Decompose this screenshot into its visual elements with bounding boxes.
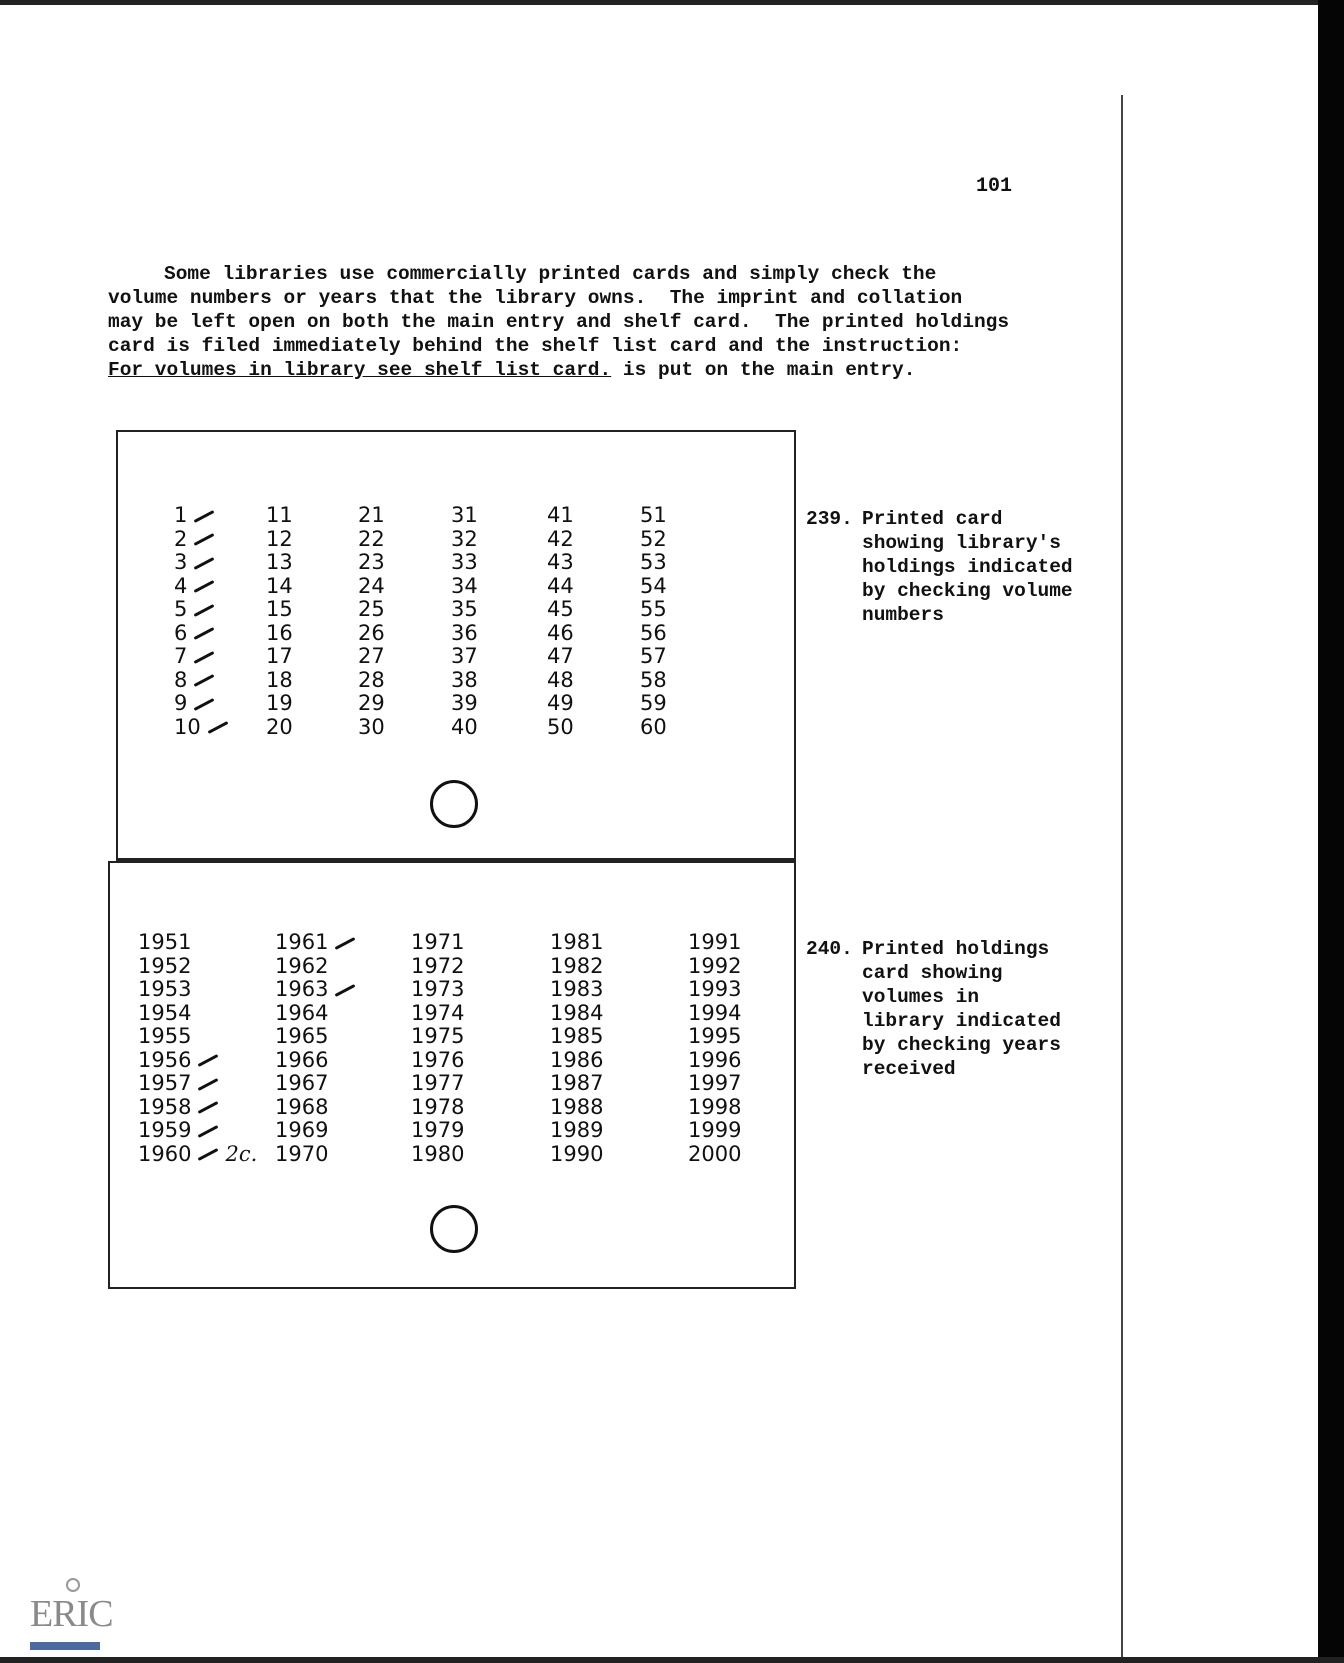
holding-number: 5 [174,597,188,621]
holding-number: 1992 [688,953,742,978]
copies-annotation: 2c. [225,1141,258,1166]
holding-entry [358,716,385,740]
holding-entry [411,1119,464,1143]
holding-number: 30 [358,714,385,739]
holding-entry [411,955,464,979]
holding-entry [275,1002,356,1026]
holding-number: 31 [451,503,478,527]
holding-number: 51 [640,503,667,527]
holding-entry [547,504,574,528]
holding-entry [266,528,293,552]
holding-number: 58 [640,667,667,692]
intro-line: card is filed immediately behind the shelf list card and the instruction: [108,335,963,357]
holding-entry [138,955,257,979]
instruction-rest: is put on the main entry. [611,359,916,381]
holding-number: 53 [640,550,667,574]
holding-number: 1987 [550,1071,604,1095]
holding-number: 33 [451,550,478,574]
holding-entry [266,575,293,599]
holding-number: 1979 [411,1118,465,1142]
holding-number: 1960 [138,1141,192,1166]
caption-number: 240. [806,938,853,960]
intro-line: volume numbers or years that the library owns. The imprint and collation [108,287,963,309]
holding-entry [411,1096,464,1120]
holding-number: 15 [266,597,293,621]
holding-number: 60 [640,714,667,739]
holding-entry [550,1025,603,1049]
holding-number: 1956 [138,1047,192,1072]
holding-number: 48 [547,667,574,692]
holding-entry [451,716,478,740]
holding-number: 47 [547,644,574,668]
year-column [275,931,356,1166]
holding-entry [688,1096,741,1120]
holding-number: 17 [266,644,293,668]
holding-number: 1964 [275,1000,329,1025]
holding-entry [411,1072,464,1096]
holding-entry [451,669,478,693]
holding-entry [275,1143,356,1167]
holding-number: 29 [358,691,385,715]
holding-entry [688,1025,741,1049]
holding-number: 1972 [411,953,465,978]
year-holdings-card [108,861,796,1289]
holding-entry [138,1072,257,1096]
holding-entry [266,504,293,528]
volume-column [358,504,385,739]
holding-entry [550,1002,603,1026]
holding-number: 1962 [275,953,329,978]
holding-number: 42 [547,526,574,551]
holding-entry [547,645,574,669]
intro-line: may be left open on both the main entry and shelf card. The printed holdings [108,311,1010,333]
holding-entry [550,978,603,1002]
holding-number: 59 [640,691,667,715]
holding-entry [640,692,667,716]
holding-number: 49 [547,691,574,715]
holding-entry [411,931,464,955]
holding-entry [174,551,229,575]
holding-entry [174,645,229,669]
holding-entry [138,1096,257,1120]
holding-number: 45 [547,597,574,621]
holding-entry [138,1025,257,1049]
holding-number: 20 [266,714,293,739]
holding-number: 23 [358,550,385,574]
holding-entry [451,622,478,646]
holding-number: 1963 [275,977,329,1001]
holding-number: 1958 [138,1094,192,1119]
holding-entry [688,955,741,979]
holding-entry [174,575,229,599]
holding-entry [640,528,667,552]
checkmark-icon [207,721,228,734]
holding-number: 10 [174,714,201,739]
holding-number: 16 [266,620,293,645]
holding-number: 1968 [275,1094,329,1119]
holding-entry [275,1049,356,1073]
holding-number: 1998 [688,1094,742,1119]
checkmark-icon [194,580,215,593]
holding-entry [174,716,229,740]
holding-number: 1952 [138,953,192,978]
holding-entry [547,669,574,693]
holding-number: 1999 [688,1118,742,1142]
holding-number: 1973 [411,977,465,1001]
holding-entry [451,551,478,575]
holding-number: 1953 [138,977,192,1001]
holding-entry [550,1049,603,1073]
holding-number: 43 [547,550,574,574]
holding-number: 1989 [550,1118,604,1142]
checkmark-icon [335,937,356,950]
caption-number: 239. [806,508,853,530]
checkmark-icon [194,510,215,523]
holding-number: 1957 [138,1071,192,1095]
holding-entry [138,1049,257,1073]
holding-entry [275,1119,356,1143]
holding-number: 32 [451,526,478,551]
holding-entry [451,645,478,669]
year-column [550,931,603,1166]
logo-text: ERIC [30,1593,113,1635]
holding-entry [275,1072,356,1096]
holding-number: 4 [174,573,188,598]
checkmark-icon [198,1125,219,1138]
page-number: 101 [976,175,1013,198]
holding-number: 12 [266,526,293,551]
holding-entry [174,692,229,716]
holding-entry [358,528,385,552]
holding-entry [640,504,667,528]
holding-entry [358,504,385,528]
holding-entry [266,551,293,575]
holding-number: 3 [174,550,188,574]
holding-number: 1967 [275,1071,329,1095]
holding-number: 27 [358,644,385,668]
holding-entry [358,598,385,622]
checkmark-icon [198,1054,219,1067]
holding-number: 40 [451,714,478,739]
holding-entry [174,504,229,528]
holding-number: 36 [451,620,478,645]
scan-edge-right [1318,0,1344,1663]
checkmark-icon [194,604,215,617]
holding-entry [451,575,478,599]
year-column [688,931,741,1166]
holding-number: 1971 [411,930,465,954]
checkmark-icon [194,533,215,546]
holding-number: 1984 [550,1000,604,1025]
holding-entry [411,1002,464,1026]
scan-edge-bottom [0,1657,1344,1663]
holding-entry [688,978,741,1002]
intro-line-last [108,358,1008,382]
holding-number: 1966 [275,1047,329,1072]
holding-number: 1955 [138,1024,192,1048]
holding-entry [550,1119,603,1143]
checkmark-icon [194,651,215,664]
holding-number: 1969 [275,1118,329,1142]
holding-entry [266,622,293,646]
holding-number: 9 [174,691,188,715]
year-column [138,931,257,1166]
caption-text: Printed holdings card showing volumes in library indicated by checking years received [862,938,1061,1080]
holding-number: 2 [174,526,188,551]
holding-entry [550,1143,603,1167]
holding-entry [640,716,667,740]
holding-entry [358,669,385,693]
holding-entry [688,1072,741,1096]
holding-entry [451,692,478,716]
holding-number: 1985 [550,1024,604,1048]
holding-number: 44 [547,573,574,598]
holding-number: 35 [451,597,478,621]
volume-column [174,504,229,739]
intro-line: Some libraries use commercially printed cards and simply check the [164,263,937,285]
holding-entry [451,598,478,622]
holding-number: 2000 [688,1141,742,1166]
holding-entry [550,955,603,979]
holding-entry [174,598,229,622]
volume-column [640,504,667,739]
holding-entry [688,1049,741,1073]
holding-number: 56 [640,620,667,645]
holding-number: 1976 [411,1047,465,1072]
holding-number: 1980 [411,1141,465,1166]
holding-number: 1991 [688,930,742,954]
holding-entry [138,1143,257,1167]
holding-number: 39 [451,691,478,715]
holding-number: 1977 [411,1071,465,1095]
holding-entry [547,622,574,646]
holding-number: 25 [358,597,385,621]
checkmark-icon [194,627,215,640]
holding-entry [550,1096,603,1120]
holding-number: 1978 [411,1094,465,1119]
holding-number: 37 [451,644,478,668]
holding-entry [640,622,667,646]
caption-text: Printed card showing library's holdings indicated by checking volume numbers [862,508,1073,626]
holding-entry [547,528,574,552]
volume-column [451,504,478,739]
holding-number: 1970 [275,1141,329,1166]
holding-entry [266,598,293,622]
holding-entry [640,645,667,669]
card-punch-hole [430,780,478,828]
holding-entry [451,504,478,528]
holding-number: 7 [174,644,188,668]
holding-number: 46 [547,620,574,645]
holding-entry [550,1072,603,1096]
holding-entry [266,645,293,669]
holding-number: 22 [358,526,385,551]
holding-entry [688,1119,741,1143]
holding-number: 38 [451,667,478,692]
holding-entry [275,1096,356,1120]
holding-entry [358,692,385,716]
card-punch-hole [430,1205,478,1253]
holding-entry [547,716,574,740]
holding-number: 1961 [275,930,329,954]
year-column [411,931,464,1166]
holding-number: 21 [358,503,385,527]
checkmark-icon [194,674,215,687]
intro-paragraph [108,262,1008,382]
holding-entry [547,575,574,599]
holding-entry [138,978,257,1002]
holding-entry [174,622,229,646]
logo-bar [30,1642,100,1650]
holding-entry [275,931,356,955]
holding-entry [266,692,293,716]
holding-number: 1988 [550,1094,604,1119]
holding-entry [547,598,574,622]
holding-entry [138,931,257,955]
holding-number: 24 [358,573,385,598]
holding-entry [411,1025,464,1049]
holding-entry [688,931,741,955]
holding-entry [411,1049,464,1073]
holding-number: 41 [547,503,574,527]
holding-number: 50 [547,714,574,739]
holding-entry [358,622,385,646]
holding-entry [138,1002,257,1026]
volume-column [547,504,574,739]
holding-number: 54 [640,573,667,598]
holding-entry [266,669,293,693]
holding-number: 1981 [550,930,604,954]
eric-logo [30,1578,113,1658]
checkmark-icon [194,698,215,711]
holding-entry [275,1025,356,1049]
logo-emblem-icon [66,1578,80,1592]
holding-number: 1954 [138,1000,192,1025]
holding-number: 55 [640,597,667,621]
scan-edge-top [0,0,1344,5]
volume-holdings-card [116,430,796,861]
holding-entry [688,1143,741,1167]
holding-entry [358,575,385,599]
holding-entry [451,528,478,552]
checkmark-icon [198,1101,219,1114]
holding-number: 1986 [550,1047,604,1072]
holding-entry [640,669,667,693]
holding-number: 8 [174,667,188,692]
holding-entry [358,645,385,669]
holding-number: 34 [451,573,478,598]
holding-number: 1982 [550,953,604,978]
volume-column [266,504,293,739]
holding-entry [411,978,464,1002]
holding-number: 1965 [275,1024,329,1048]
holding-number: 14 [266,573,293,598]
holding-number: 26 [358,620,385,645]
holding-entry [640,575,667,599]
holding-entry [550,931,603,955]
holding-entry [688,1002,741,1026]
holding-number: 11 [266,503,293,527]
holding-number: 1983 [550,977,604,1001]
holding-number: 1995 [688,1024,742,1048]
holding-number: 1 [174,503,188,527]
holding-entry [275,955,356,979]
holding-entry [547,692,574,716]
holding-entry [640,551,667,575]
holding-number: 1994 [688,1000,742,1025]
holding-number: 28 [358,667,385,692]
holding-number: 13 [266,550,293,574]
holding-entry [358,551,385,575]
checkmark-icon [335,984,356,997]
holding-entry [138,1119,257,1143]
holding-number: 52 [640,526,667,551]
holding-number: 1974 [411,1000,465,1025]
holding-entry [640,598,667,622]
checkmark-icon [194,557,215,570]
holding-number: 18 [266,667,293,692]
holding-number: 1990 [550,1141,604,1166]
holding-entry [174,528,229,552]
holding-number: 1997 [688,1071,742,1095]
checkmark-icon [198,1078,219,1091]
holding-number: 6 [174,620,188,645]
holding-entry [174,669,229,693]
holding-number: 1975 [411,1024,465,1048]
checkmark-icon [198,1148,219,1161]
holding-entry [275,978,356,1002]
scan-edge-inner [1121,95,1123,1663]
holding-number: 1951 [138,930,192,954]
holding-number: 19 [266,691,293,715]
holding-number: 1959 [138,1118,192,1142]
holding-entry [547,551,574,575]
instruction-underlined: For volumes in library see shelf list card. [108,359,612,381]
holding-number: 1996 [688,1047,742,1072]
holding-number: 57 [640,644,667,668]
holding-entry [266,716,293,740]
holding-entry [411,1143,464,1167]
holding-number: 1993 [688,977,742,1001]
